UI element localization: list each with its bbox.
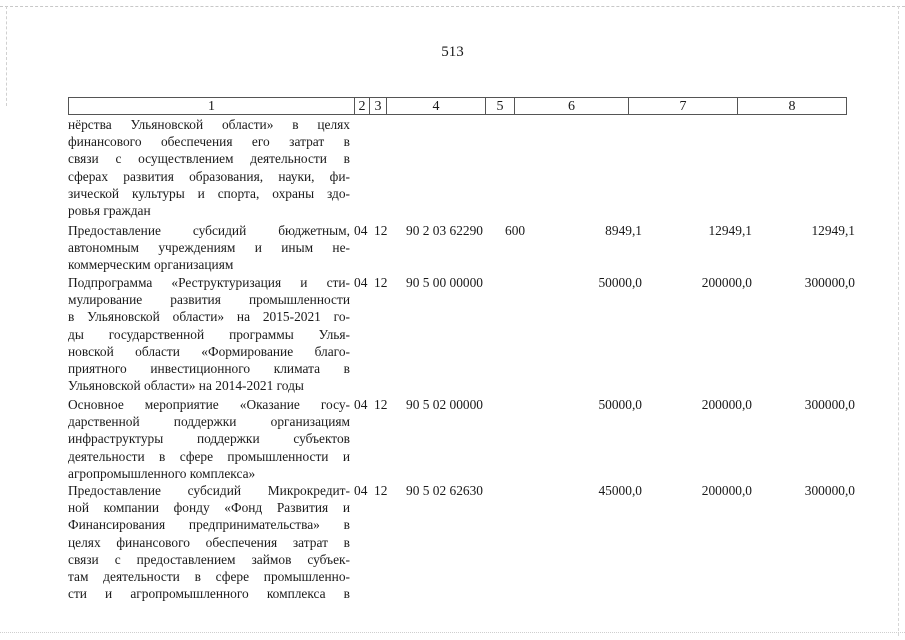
- cell-amount-col8: 300000,0: [804, 275, 855, 290]
- row-name: нёрства Ульяновской области» в целях финансового обеспечения его затрат в связи с осуществлением деятельности в сферах развития образования, науки, фи- зической культуры и спорта, охраны здо- ровья граждан: [68, 117, 350, 219]
- row-name: Предоставление субсидий Микрокредит- ной компании фонду «Фонд Развития и Финансирования предпринимательства» в целях финансового обеспечения затрат в связи с предоставлением займов субъек- там деятельности в сфере промышленно- сти и агропромышленного комплекса в: [68, 483, 350, 602]
- cell-amount-col8: 300000,0: [804, 483, 855, 498]
- cell-amount-col6: 45000,0: [598, 483, 642, 498]
- column-header-4: 4: [387, 98, 486, 114]
- cell-section: 04: [354, 223, 368, 238]
- cell-subsection: 12: [374, 483, 388, 498]
- column-header-1: 1: [69, 98, 355, 114]
- scan-edge-right: [898, 6, 899, 636]
- cell-expense-type: 600: [505, 223, 526, 238]
- page-number: 513: [441, 44, 464, 60]
- cell-amount-col6: 50000,0: [598, 275, 642, 290]
- column-header-3: 3: [370, 98, 387, 114]
- cell-target-article: 90 5 02 62630: [406, 483, 483, 498]
- cell-amount-col7: 200000,0: [701, 275, 752, 290]
- column-header-8: 8: [788, 99, 796, 114]
- cell-amount-col8: 12949,1: [811, 223, 855, 238]
- column-header-2: 2: [355, 98, 370, 114]
- cell-target-article: 90 2 03 62290: [406, 223, 483, 238]
- column-header-6: 6: [515, 98, 629, 114]
- row-name: Подпрограмма «Реструктуризация и сти- мулирование развития промышленности в Ульяновской области» на 2015-2021 го- ды государственной программы Улья- новской области «Формирование благо- приятного инвестиционного климата в Ульяновской области» на 2014-2021 годы: [68, 275, 350, 394]
- table-header-row: [68, 97, 847, 115]
- column-header-5: 5: [486, 98, 515, 114]
- cell-amount-col7: 200000,0: [701, 397, 752, 412]
- cell-section: 04: [354, 483, 368, 498]
- cell-amount-col6: 50000,0: [598, 397, 642, 412]
- scan-edge-bottom: [0, 632, 905, 633]
- row-name: Предоставление субсидий бюджетным, автономным учреждениям и иным не- коммерческим организациям: [68, 223, 350, 273]
- column-header-7: 7: [629, 98, 738, 114]
- cell-amount-col7: 12949,1: [708, 223, 752, 238]
- cell-amount-col8: 300000,0: [804, 397, 855, 412]
- row-name: Основное мероприятие «Оказание госу- дарственной поддержки организациям инфраструктуры поддержки субъектов деятельности в сфере промышленности и агропромышленного комплекса»: [68, 397, 350, 481]
- cell-subsection: 12: [374, 223, 388, 238]
- cell-amount-col6: 8949,1: [605, 223, 642, 238]
- cell-amount-col7: 200000,0: [701, 483, 752, 498]
- cell-subsection: 12: [374, 397, 388, 412]
- scan-edge-top: [0, 6, 905, 7]
- cell-target-article: 90 5 02 00000: [406, 397, 483, 412]
- cell-target-article: 90 5 00 00000: [406, 275, 483, 290]
- cell-section: 04: [354, 275, 368, 290]
- cell-section: 04: [354, 397, 368, 412]
- cell-subsection: 12: [374, 275, 388, 290]
